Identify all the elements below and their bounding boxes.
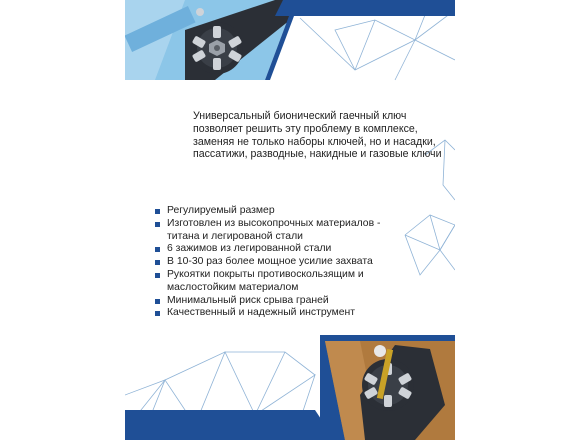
feature-list bbox=[155, 205, 425, 320]
bullet-icon bbox=[155, 222, 160, 227]
intro-text: Универсальный бионический гаечный ключ позволяет решить эту проблему в комплексе, заменяя не только наборы ключей, но и насадки, пассатижи, разводные, накидные и газовые ключи bbox=[193, 110, 442, 161]
bullet-icon bbox=[155, 299, 160, 304]
feature-text: Рукоятки покрыты противоскользящим и маслостойким материалом bbox=[167, 268, 364, 293]
feature-text: Минимальный риск срыва граней bbox=[167, 294, 329, 306]
feature-item bbox=[155, 205, 425, 218]
bullet-icon bbox=[155, 260, 160, 265]
wrench-photo-bottom bbox=[320, 335, 455, 440]
wrench-photo-top bbox=[125, 0, 295, 80]
bottom-accent-band bbox=[125, 410, 335, 440]
feature-text: 6 зажимов из легированной стали bbox=[167, 243, 332, 255]
bullet-icon bbox=[155, 209, 160, 214]
feature-item bbox=[155, 256, 425, 269]
product-card bbox=[125, 0, 455, 440]
bullet-icon bbox=[155, 311, 160, 316]
feature-text: Качественный и надежный инструмент bbox=[167, 307, 356, 319]
feature-item bbox=[155, 307, 425, 320]
bullet-icon bbox=[155, 273, 160, 278]
feature-text: В 10-30 раз более мощное усилие захвата bbox=[167, 256, 373, 268]
feature-item bbox=[155, 243, 425, 256]
bullet-icon bbox=[155, 247, 160, 252]
feature-text: Регулируемый размер bbox=[167, 205, 275, 216]
top-accent-band bbox=[275, 0, 455, 16]
feature-item bbox=[155, 218, 425, 244]
feature-item bbox=[155, 269, 425, 295]
feature-text: Изготовлен из высокопрочных материалов - титана и легированой стали bbox=[167, 217, 381, 242]
feature-item bbox=[155, 295, 425, 308]
